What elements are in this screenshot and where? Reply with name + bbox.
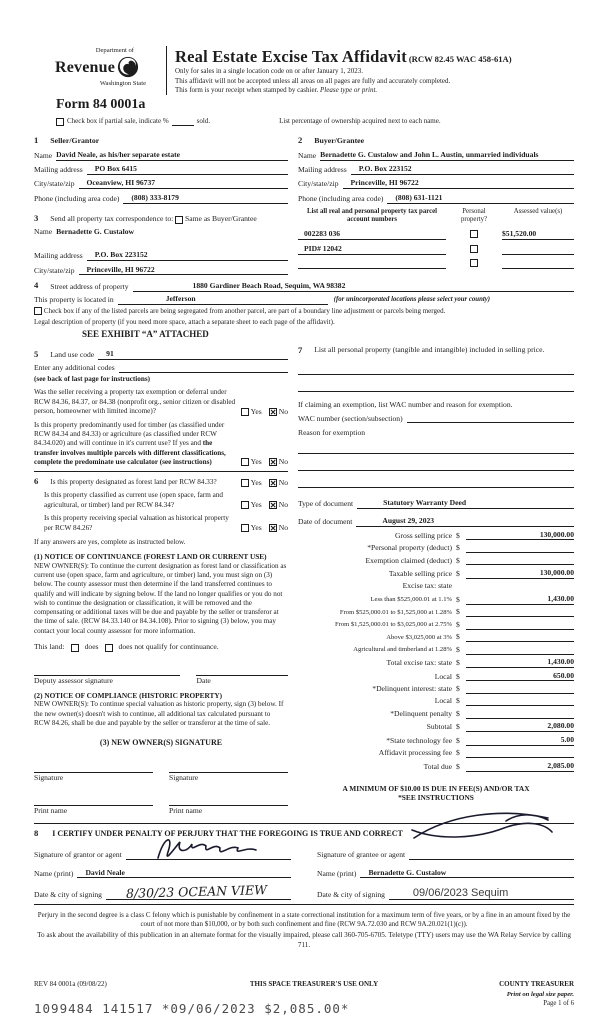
notice-continuance-title: (1) NOTICE OF CONTINUANCE (FOREST LAND OR CURRENT USE) (34, 552, 267, 562)
rev-number: REV 84 0001a (09/08/22) (34, 980, 107, 989)
total-due-label: Total due (423, 761, 452, 771)
document-date-row (298, 516, 574, 527)
personal-property-line[interactable] (298, 381, 574, 392)
parcel-account-field[interactable]: PID# 12042 (298, 244, 446, 255)
partial-sale-checkbox[interactable] (56, 118, 64, 126)
tier1-field[interactable]: 1,430.00 (466, 594, 574, 605)
tier1-row (298, 594, 574, 605)
yes-checkbox[interactable] (241, 458, 249, 466)
seller-name-field[interactable]: David Neale, as his/her separate estate (56, 150, 288, 161)
grantor-print-name-field[interactable]: David Neale (77, 868, 291, 879)
subtotal-row (298, 721, 574, 732)
notice-compliance (34, 691, 288, 728)
correspondence-name-row (34, 227, 288, 237)
land-use-field[interactable]: 91 (98, 349, 288, 360)
local2-row (298, 696, 574, 706)
personal-property-list-label: List all personal property (tangible and intangible) included in selling price. (314, 345, 545, 355)
name-label: Name (298, 150, 317, 160)
city-label: City/state/zip (298, 179, 339, 189)
buyer-city-field[interactable]: Princeville, HI 96722 (343, 178, 575, 189)
dollar-sign: $ (456, 708, 460, 718)
dollar-sign: $ (456, 684, 460, 694)
divider (34, 471, 288, 472)
county-field[interactable]: Jefferson (118, 294, 328, 305)
subtotal-label: Subtotal (426, 722, 452, 732)
ownership-note: List percentage of ownership acquired next to each name. (279, 116, 441, 125)
street-address-row: 4 Street address of property 1880 Gardiner Beach Road, Sequim, WA 98382 (34, 280, 574, 291)
yes-no-group (241, 478, 288, 488)
segregated-label: Check box if any of the listed parcels are being segregated from another parcel, are part of a boundary line adjustment or parcels being merged. (43, 307, 446, 316)
tier2-field[interactable] (466, 608, 574, 617)
reason-exemption-line[interactable] (298, 443, 574, 454)
parcel-col-accounts: List all real and personal property tax parcel account numbers (306, 207, 438, 224)
phone-label: Phone (including area code) (34, 193, 120, 203)
question-text: Was the seller receiving a property tax exemption or deferral under RCW 84.36, 84.37, or 84.38 (nonprofit org., senior citizen or disabled person, homeowner with limited income)? (34, 388, 236, 416)
seller-city-field[interactable]: Oceanview, HI 96737 (79, 178, 289, 189)
name-label: Name (34, 150, 53, 160)
personal-deduct-label: *Personal property (deduct) (367, 543, 452, 553)
question-timber (34, 421, 288, 468)
question-text: Is this property predominantly used for timber (as classified under RCW 84.34 and 84.33) or agriculture (as classified under RCW 84.34.020) and will continue in it's current use? If yes and the transfer involves multiple parcels with different classifications, complete the predominate use calculator (see instructions) (34, 420, 226, 466)
personal-deduct-field[interactable] (466, 544, 574, 553)
owner-print-name-row (34, 795, 288, 816)
tier4-label: Above $3,025,000 at 3% (386, 633, 452, 641)
buyer-mailing-field[interactable]: P.O. Box 223152 (351, 164, 574, 175)
dollar-sign: $ (456, 748, 460, 758)
yes-no-group (241, 500, 288, 510)
deputy-signature-field[interactable] (34, 665, 180, 676)
dollar-sign: $ (456, 671, 460, 681)
yes-checkbox[interactable] (241, 479, 249, 487)
dollar-sign: $ (456, 761, 460, 771)
yes-checkbox[interactable] (241, 501, 249, 509)
owner-print-name-field[interactable] (169, 795, 288, 806)
signature-row (34, 850, 574, 860)
delinquent-interest-label: *Delinquent interest: state (372, 684, 452, 694)
wac-number-row (298, 414, 574, 424)
personal-deduct-row (298, 543, 574, 553)
street-address-label: Street address of property (50, 281, 129, 291)
deputy-signature-row (34, 665, 288, 686)
excise-state-header-row (298, 581, 574, 591)
segregated-row (34, 307, 574, 317)
grantor-signature-image (152, 832, 270, 862)
same-as-buyer-label: Same as Buyer/Grantee (185, 213, 257, 223)
yes-label: Yes (250, 523, 262, 533)
buyer-name-field[interactable]: Bernadette G. Custalow and John L. Austin, unmarried individuals (320, 150, 574, 161)
title-block (166, 46, 574, 95)
parcel-col-personal: Personal property? (460, 207, 488, 224)
see-instructions-note: *SEE INSTRUCTIONS (398, 793, 474, 803)
parcel-row (298, 244, 574, 255)
mailing-label: Mailing address (34, 165, 83, 175)
tier3-row (298, 620, 574, 630)
grantee-signature-image (406, 808, 556, 842)
assessed-value-field[interactable] (502, 246, 574, 255)
grantee-signature-label: Signature of grantee or agent (317, 849, 406, 859)
no-label: No (278, 523, 288, 533)
question-exemption (34, 388, 288, 416)
certify-statement-row: 8 I CERTIFY UNDER PENALTY OF PERJURY THAT THE FOREGOING IS TRUE AND CORRECT (34, 828, 403, 839)
yes-checkbox[interactable] (241, 408, 249, 416)
question-text: Is this property classified as current use (open space, farm and agricultural, or timber) land per RCW 84.34? (44, 491, 224, 509)
this-land-label: This land: (34, 642, 65, 652)
reason-exemption-line[interactable] (298, 477, 574, 488)
delinquent-penalty-field[interactable] (466, 710, 574, 719)
assessed-value-field[interactable]: $51,520.00 (502, 229, 574, 240)
state-label: Washington State (99, 80, 146, 88)
dollar-sign: $ (456, 568, 460, 578)
yes-label: Yes (250, 477, 262, 487)
document-type-row (298, 498, 574, 509)
correspondence-mailing-field[interactable]: P.O. Box 223152 (87, 250, 288, 261)
header-note-1: Only for sales in a single location code on or after January 1, 2023. (175, 67, 363, 76)
divider (34, 904, 574, 905)
document-type-field[interactable]: Statutory Warranty Deed (357, 498, 574, 509)
does-checkbox[interactable] (71, 644, 79, 652)
dollar-sign: $ (456, 607, 460, 617)
section4 (34, 280, 574, 341)
parcel-row (298, 259, 574, 269)
reason-exemption-line[interactable] (298, 460, 574, 471)
no-label: No (278, 500, 288, 510)
exemption-note: If claiming an exemption, list WAC number and reason for exemption. (298, 400, 513, 410)
yes-label: Yes (250, 500, 262, 510)
assessed-value-field[interactable] (502, 260, 574, 269)
seller-mailing-field[interactable]: PO Box 6415 (87, 164, 288, 175)
instructions-note: (see back of last page for instructions) (34, 375, 151, 384)
name-print-label: Name (print) (317, 868, 357, 878)
correspondence-label: Send all property tax correspondence to: (50, 213, 174, 223)
partial-sale-label: Check box if partial sale, indicate % (67, 116, 169, 125)
located-in-label: This property is located in (34, 295, 114, 305)
question-current-use (34, 491, 288, 510)
no-checkbox[interactable]: ✕ (269, 501, 277, 511)
dollar-sign: $ (456, 658, 460, 668)
personal-property-checkbox[interactable] (470, 230, 478, 238)
street-address-field[interactable]: 1880 Gardiner Beach Road, Sequim, WA 98382 (133, 281, 574, 292)
parcel-table-header (298, 208, 574, 226)
personal-property-checkbox[interactable] (470, 259, 478, 267)
no-checkbox[interactable]: ✕ (269, 523, 277, 533)
no-label: No (278, 457, 288, 467)
county-note: (for unincorporated locations please select your county) (333, 296, 491, 304)
taxable-price-row (298, 568, 574, 579)
mailing-label: Mailing address (34, 251, 83, 261)
dollar-sign: $ (456, 555, 460, 565)
owner-signature-row (34, 762, 288, 783)
dor-swirl-icon (117, 56, 139, 81)
section8 (34, 823, 574, 900)
delinquent-penalty-label: *Delinquent penalty (390, 708, 452, 718)
delinquent-interest-field[interactable] (466, 685, 574, 694)
question-text: Is this property receiving special valuation as historical property per RCW 84.26? (44, 514, 229, 532)
no-checkbox[interactable]: ✕ (269, 478, 277, 488)
partial-percent-field[interactable] (172, 118, 194, 126)
grantee-print-name-field[interactable]: Bernadette G. Custalow (360, 868, 574, 879)
dollar-sign: $ (456, 619, 460, 629)
local-tax-label: Local (434, 671, 452, 681)
print-legal-note: Print on legal size paper. (506, 991, 574, 999)
notice-compliance-title: (2) NOTICE OF COMPLIANCE (HISTORIC PROPERTY) (34, 690, 223, 700)
mailing-label: Mailing address (298, 165, 347, 175)
personal-property-checkbox[interactable] (470, 245, 478, 253)
tier3-field[interactable] (466, 621, 574, 630)
phone-label: Phone (including area code) (298, 193, 384, 203)
subtotal-field[interactable]: 2,080.00 (466, 721, 574, 732)
header-note-2: This affidavit will not be accepted unless all areas on all pages are fully and accurately completed. (175, 76, 451, 85)
same-as-buyer-checkbox[interactable] (175, 216, 183, 224)
technology-fee-field[interactable]: 5.00 (466, 735, 574, 746)
dollar-sign: $ (456, 543, 460, 553)
tier4-field[interactable] (466, 633, 574, 642)
seller-city-row (34, 178, 288, 189)
document-type-label: Type of document (298, 499, 354, 509)
correspondence-city-row (34, 265, 288, 276)
total-due-row (298, 761, 574, 772)
tier2-row (298, 607, 574, 617)
personal-property-line[interactable] (298, 364, 574, 375)
deputy-date-field[interactable] (196, 665, 288, 676)
agricultural-row (298, 645, 574, 655)
parcel-row (298, 229, 574, 240)
parcel-account-field[interactable] (298, 260, 446, 269)
legal-description-value: SEE EXHIBIT “A” ATTACHED (82, 329, 209, 340)
technology-fee-row (298, 735, 574, 746)
no-label: No (278, 477, 288, 487)
exemption-deduct-label: Exemption claimed (deduct) (365, 555, 452, 565)
treasurer-use-label: THIS SPACE TREASURER'S USE ONLY (249, 980, 379, 989)
notice-compliance-body: NEW OWNER(S): To continue special valuation as historic property, sign (3) below. If the new owner(s) doesn't wish to continue, all additional tax calculated pursuant to RCW 84.26, shall be due and payable by the seller or transferor at the time of sale. (34, 700, 284, 727)
gross-price-label: Gross selling price (395, 530, 452, 540)
yes-checkbox[interactable] (241, 524, 249, 532)
yes-label: Yes (250, 406, 262, 416)
correspondence-city-field[interactable]: Princeville, HI 96722 (79, 265, 289, 276)
delinquent-interest-row (298, 684, 574, 694)
partial-sold-label: sold. (196, 116, 211, 125)
grantee-date-city-field[interactable]: 09/06/2023 Sequim (389, 888, 574, 900)
document-date-label: Date of document (298, 517, 353, 527)
taxable-price-label: Taxable selling price (388, 568, 452, 578)
does-not-checkbox[interactable] (105, 644, 113, 652)
tier4-row (298, 632, 574, 642)
new-owners-signature-title: (3) NEW OWNER(S) SIGNATURE (99, 738, 223, 748)
deputy-signature-label: Deputy assessor signature (34, 675, 113, 685)
dollar-sign: $ (456, 594, 460, 604)
additional-codes-field[interactable] (119, 364, 288, 373)
yes-no-group (241, 407, 288, 417)
owner-signature-field[interactable] (34, 762, 153, 773)
section3-heading: 3 Send all property tax correspondence to: Same as Buyer/Grantee (34, 212, 257, 223)
owner-signature-field[interactable] (169, 762, 288, 773)
wac-number-label: WAC number (section/subsection) (298, 413, 403, 423)
wac-number-field[interactable] (407, 414, 574, 423)
local2-field[interactable] (466, 697, 574, 706)
minimum-fee-note: A MINIMUM OF $10.00 IS DUE IN FEE(S) AND/OR TAX (342, 783, 530, 793)
additional-codes-label: Enter any additional codes (34, 363, 115, 373)
accessibility-statement: To ask about the availability of this publication in an alternate format for the visually impaired, please call 360-705-6705. Teletype (TTY) users may use the WA Relay Service by calling 711. (37, 931, 571, 949)
total-state-field[interactable]: 1,430.00 (466, 657, 574, 668)
form-title: Real Estate Excise Tax Affidavit (175, 47, 407, 66)
yes-no-group (241, 523, 288, 533)
affidavit-fee-field[interactable] (466, 749, 574, 758)
affidavit-fee-label: Affidavit processing fee (378, 748, 452, 758)
no-checkbox[interactable]: ✕ (269, 458, 277, 468)
seller-name-row (34, 150, 288, 161)
agricultural-field[interactable] (466, 646, 574, 655)
reason-exemption-label: Reason for exemption (298, 428, 366, 438)
buyer-name-row (298, 150, 574, 161)
dollar-sign: $ (456, 735, 460, 745)
signature-label: Signature (34, 772, 64, 782)
seller-phone-row (34, 193, 288, 204)
date-city-label: Date & city of signing (317, 890, 385, 900)
does-not-label: does not qualify for continuance. (118, 642, 219, 652)
yes-no-group (241, 457, 288, 467)
grantor-signature-label: Signature of grantor or agent (34, 849, 122, 859)
buyer-mailing-row (298, 164, 574, 175)
county-treasurer-label: COUNTY TREASURER (499, 980, 574, 989)
segregated-checkbox[interactable] (34, 307, 42, 315)
date-city-row (34, 882, 574, 902)
grantee-signature-field[interactable] (409, 851, 574, 860)
dor-logo (34, 46, 160, 95)
no-checkbox[interactable]: ✕ (269, 407, 277, 417)
question-text: Is this property designated as forest land per RCW 84.33? (50, 478, 217, 487)
form-number: Form 84 0001a (56, 96, 146, 112)
name-print-label: Name (print) (34, 868, 74, 878)
date-city-label: Date & city of signing (34, 890, 102, 900)
dollar-sign: $ (456, 530, 460, 540)
dollar-sign: $ (456, 644, 460, 654)
document-date-field[interactable]: August 29, 2023 (356, 516, 574, 527)
buyer-phone-field[interactable]: (808) 631-1121 (387, 193, 574, 204)
cashier-stamp: 1099484 141517 *09/06/2023 $2,085.00* (34, 1000, 350, 1016)
grantor-signature-field[interactable] (126, 851, 291, 860)
seller-phone-field[interactable]: (808) 333-8179 (123, 193, 288, 204)
perjury-statement: Perjury in the second degree is a class C felony which is punishable by confinement in a state correctional institution for a maximum term of five years, or by a fine in an amount fixed by the court of not more than $10,000, or by both such confinement and fine (RCW 9A.72.030 and RCW 9A.20.021(1)(c)). (37, 911, 571, 929)
total-due-field[interactable]: 2,085.00 (466, 761, 574, 772)
agricultural-label: Agricultural and timberland at 1.28% (353, 645, 452, 653)
if-any-note: If any answers are yes, complete as instructed below. (34, 537, 186, 546)
no-label: No (278, 406, 288, 416)
exemption-deduct-row (298, 556, 574, 566)
correspondence-name-value: Bernadette G. Custalow (56, 227, 134, 237)
parcel-col-assessed: Assessed value(s) (513, 207, 563, 215)
page-number: Page 1 of 6 (543, 999, 574, 1007)
dollar-sign: $ (456, 722, 460, 732)
correspondence-mailing-row (34, 250, 288, 261)
print-name-label: Print name (34, 806, 68, 816)
delinquent-penalty-row (298, 709, 574, 719)
exemption-deduct-field[interactable] (466, 556, 574, 565)
local-tax-row (298, 671, 574, 682)
section7-heading: 7 List all personal property (tangible and intangible) included in selling price. (298, 345, 545, 356)
print-name-label: Print name (169, 806, 203, 816)
affidavit-fee-row (298, 748, 574, 758)
question-forest-land: 6 Is this property designated as forest land per RCW 84.33? Yes ✕ No (34, 476, 288, 488)
partial-sale-row (56, 117, 574, 126)
form-header (34, 46, 574, 95)
this-land-row (34, 642, 288, 652)
certify-statement: I CERTIFY UNDER PENALTY OF PERJURY THAT THE FOREGOING IS TRUE AND CORRECT (52, 829, 403, 839)
buyer-city-row (298, 178, 574, 189)
land-use-label: Land use code (50, 349, 95, 359)
notice-continuance (34, 552, 288, 636)
gross-price-field[interactable]: 130,000.00 (466, 530, 574, 541)
local2-label: Local (434, 696, 452, 706)
print-name-row (34, 868, 574, 879)
local-tax-field[interactable]: 650.00 (466, 671, 574, 682)
notice-continuance-body: NEW OWNER(S): To continue the current designation as forest land or classification as current use (open space, farm and agriculture, or timber) land, you must sign on (3) below. The county assessor must then determine if the land transferred continues to qualify and will indicate by signing below. If the land no longer qualifies or you do not wish to continue the designation or classification, it will be removed and the compensating or additional taxes will be due and payable by the seller or transferor at the time of sale. (RCW 84.33.140 or 84.34.108). Prior to signing (3) below, you may contact your local county assessor for more information. (34, 561, 287, 635)
parcel-account-field[interactable]: 002283 036 (298, 229, 446, 240)
excise-state-header: Excise tax: state (402, 581, 452, 591)
total-state-row (298, 657, 574, 668)
tier3-label: From $1,525,000.01 to $3,025,000 at 2.75% (334, 621, 452, 629)
dollar-sign: $ (456, 696, 460, 706)
city-label: City/state/zip (34, 179, 75, 189)
tier1-label: Less than $525,000.01 at 1.1% (370, 596, 452, 604)
does-label: does (84, 642, 99, 652)
section1-heading: 1 Seller/Grantor (34, 135, 100, 145)
gross-price-row (298, 530, 574, 541)
taxable-price-field[interactable]: 130,000.00 (466, 568, 574, 579)
additional-codes-row (34, 363, 288, 373)
signature-label: Signature (169, 772, 199, 782)
legal-description-label: Legal description of property (if you need more space, attach a separate sheet to each page of the affidavit). (34, 318, 335, 327)
question-historic (34, 514, 288, 533)
header-note-3: This form is your receipt when stamped by cashier. Please type or print. (175, 85, 378, 94)
buyer-phone-row (298, 193, 574, 204)
land-use-row: 5 Land use code 91 (34, 349, 288, 360)
yes-label: Yes (250, 457, 262, 467)
located-in-row (34, 294, 574, 305)
name-label: Name (34, 227, 53, 237)
owner-print-name-field[interactable] (34, 795, 153, 806)
city-label: City/state/zip (34, 265, 75, 275)
seller-mailing-row (34, 164, 288, 175)
grantor-date-city-field[interactable]: 8/30/23 OCEAN VIEW (106, 886, 291, 900)
dollar-sign: $ (456, 632, 460, 642)
technology-fee-label: *State technology fee (386, 735, 452, 745)
agency-name: Revenue (54, 58, 116, 76)
section2-heading: 2 Buyer/Grantee (298, 135, 365, 145)
dept-of-label: Department of (95, 47, 134, 54)
total-state-label: Total excise tax: state (386, 658, 452, 668)
form-rcw: (RCW 82.45 WAC 458-61A) (408, 54, 512, 64)
deputy-date-label: Date (196, 675, 211, 685)
tier2-label: From $525,000.01 to $1,525,000 at 1.28% (339, 608, 452, 616)
